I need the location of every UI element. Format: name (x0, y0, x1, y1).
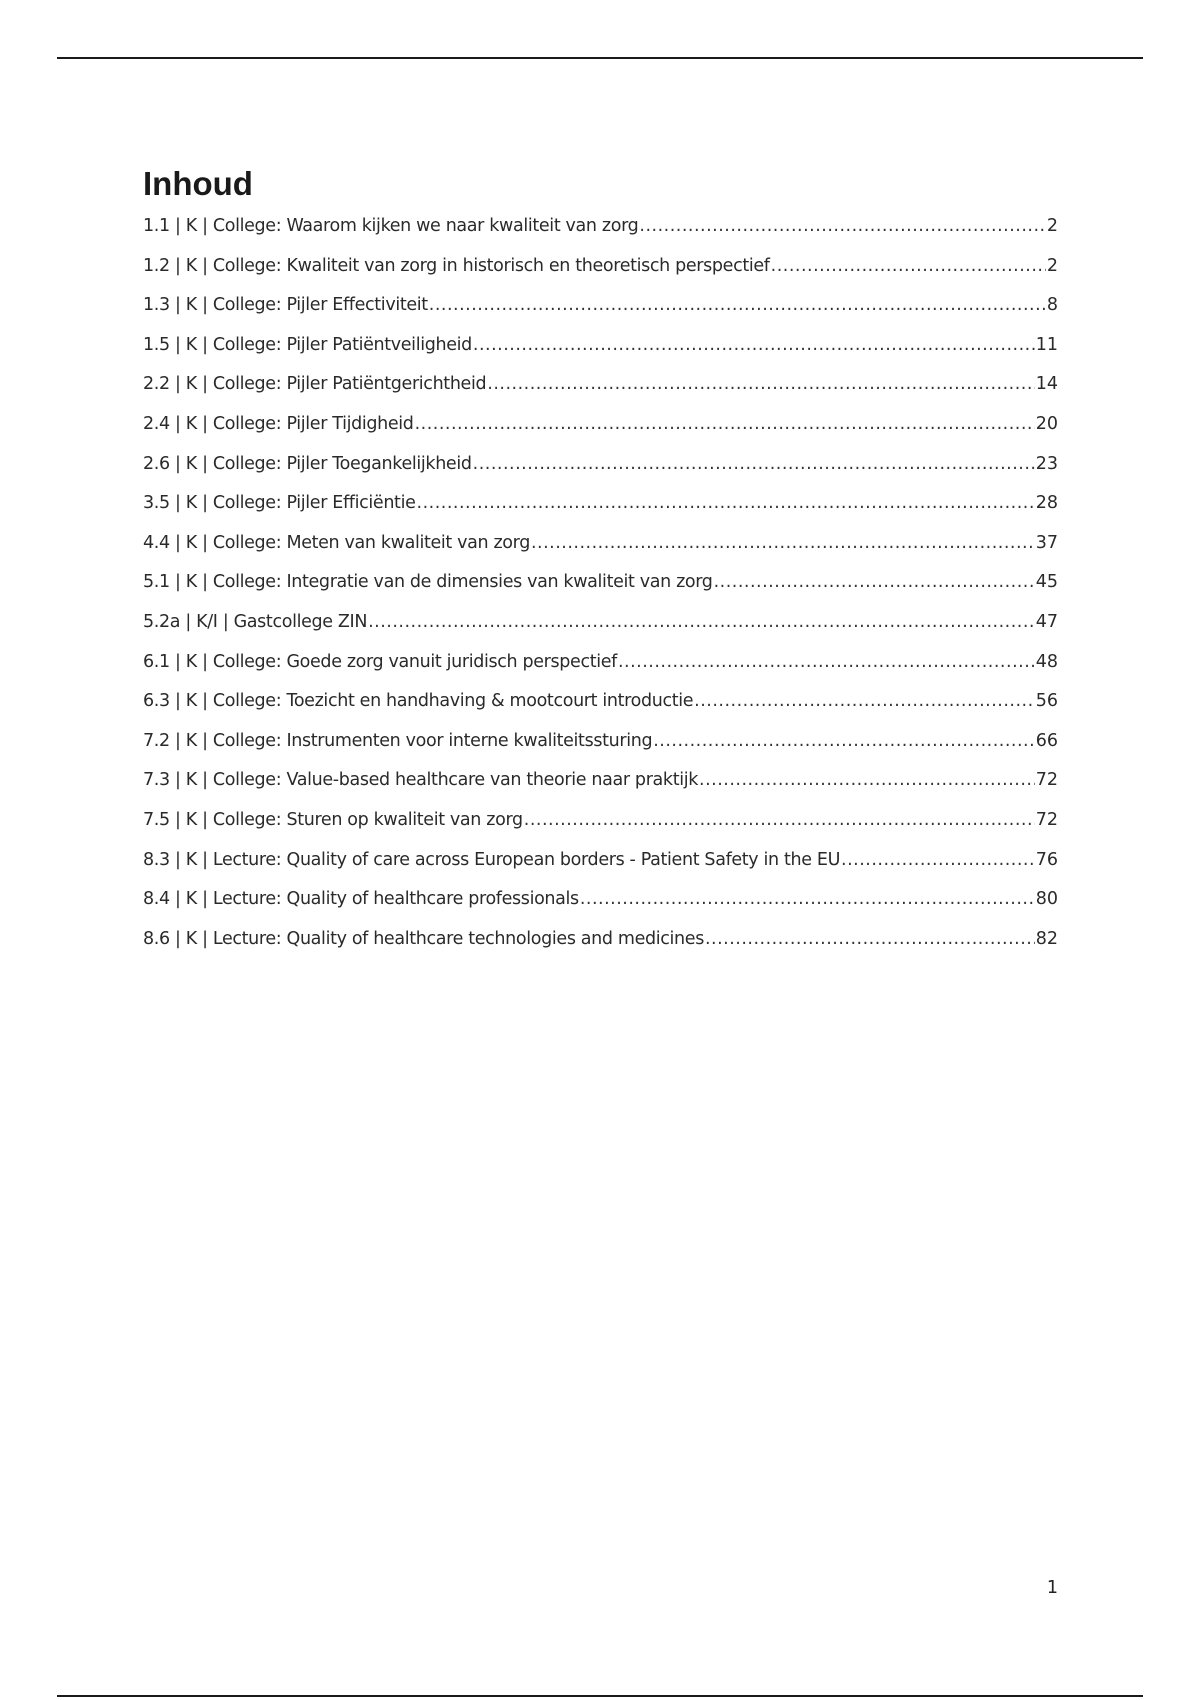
toc-entry[interactable] (143, 414, 1058, 454)
toc-entry[interactable] (143, 929, 1058, 969)
toc-entry-page: 23 (1035, 453, 1058, 474)
toc-entry[interactable] (143, 691, 1058, 731)
toc-entry-text: 8.4 | K | Lecture: Quality of healthcare professionals (143, 889, 579, 910)
footer-rule (57, 1695, 1143, 1697)
toc-entry-text: 2.6 | K | College: Pijler Toegankelijkheid (143, 453, 472, 474)
toc-entry[interactable] (143, 533, 1058, 573)
toc-entry-text: 5.2a | K/I | Gastcollege ZIN (143, 611, 368, 632)
toc-entry-text: 7.5 | K | College: Sturen op kwaliteit van zorg (143, 809, 523, 830)
toc-entry-text: 1.3 | K | College: Pijler Effectiviteit (143, 295, 428, 316)
toc-entry[interactable] (143, 256, 1058, 296)
toc-entry-text: 8.6 | K | Lecture: Quality of healthcare technologies and medicines (143, 928, 704, 949)
toc-entry-page: 66 (1035, 730, 1058, 751)
toc-entry[interactable] (143, 850, 1058, 890)
toc-entry-text: 7.2 | K | College: Instrumenten voor interne kwaliteitssturing (143, 730, 653, 751)
toc-entry-page: 72 (1035, 770, 1058, 791)
toc-dot-leader (473, 335, 1035, 355)
toc-entry-page: 2 (1046, 255, 1058, 276)
toc-entry[interactable] (143, 810, 1058, 850)
toc-dot-leader (618, 652, 1035, 672)
toc-entry-page: 2 (1046, 216, 1058, 236)
toc-dot-leader (487, 374, 1034, 394)
toc-dot-leader (705, 929, 1035, 949)
toc-dot-leader (699, 770, 1035, 790)
toc-entry-text: 1.5 | K | College: Pijler Patiëntveiligheid (143, 334, 472, 355)
toc-dot-leader (415, 414, 1035, 434)
toc-entry[interactable] (143, 454, 1058, 494)
toc-dot-leader (473, 454, 1035, 474)
toc-entry-page: 37 (1035, 532, 1058, 553)
toc-entry-page: 47 (1035, 611, 1058, 632)
toc-dot-leader (417, 493, 1035, 513)
table-of-contents (143, 164, 1058, 968)
toc-entry-text: 8.3 | K | Lecture: Quality of care across European borders - Patient Safety in the EU (143, 849, 841, 870)
toc-entry-page: 80 (1035, 889, 1058, 910)
toc-entry-text: 7.3 | K | College: Value-based healthcare van theorie naar praktijk (143, 770, 699, 791)
toc-entry[interactable] (143, 770, 1058, 810)
toc-entry-text: 2.4 | K | College: Pijler Tijdigheid (143, 413, 414, 434)
toc-dot-leader (653, 731, 1035, 751)
toc-entry-page: 8 (1046, 295, 1058, 316)
header-rule (57, 57, 1143, 59)
page-number: 1 (1046, 1578, 1058, 1598)
toc-dot-leader (639, 216, 1045, 236)
toc-entry-text: 6.1 | K | College: Goede zorg vanuit juridisch perspectief (143, 651, 617, 672)
toc-dot-leader (771, 256, 1046, 276)
toc-entry-page: 76 (1035, 849, 1058, 870)
toc-entry[interactable] (143, 216, 1058, 256)
toc-list (143, 216, 1058, 968)
toc-entry-page: 20 (1035, 413, 1058, 434)
toc-entry-text: 3.5 | K | College: Pijler Efficiëntie (143, 493, 416, 514)
toc-dot-leader (841, 850, 1035, 870)
toc-dot-leader (580, 889, 1035, 909)
toc-entry[interactable] (143, 889, 1058, 929)
toc-dot-leader (714, 572, 1035, 592)
toc-entry-page: 82 (1035, 928, 1058, 949)
toc-entry-page: 28 (1035, 493, 1058, 514)
toc-entry-page: 48 (1035, 651, 1058, 672)
toc-entry-text: 5.1 | K | College: Integratie van de dimensies van kwaliteit van zorg (143, 572, 713, 593)
toc-dot-leader (524, 810, 1035, 830)
toc-entry[interactable] (143, 374, 1058, 414)
toc-entry[interactable] (143, 652, 1058, 692)
toc-dot-leader (531, 533, 1035, 553)
toc-entry-page: 72 (1035, 809, 1058, 830)
toc-entry[interactable] (143, 572, 1058, 612)
toc-entry[interactable] (143, 731, 1058, 771)
toc-entry-text: 6.3 | K | College: Toezicht en handhaving & mootcourt introductie (143, 691, 694, 712)
toc-entry[interactable] (143, 493, 1058, 533)
toc-entry-text: 1.1 | K | College: Waarom kijken we naar kwaliteit van zorg (143, 216, 639, 236)
toc-entry-text: 1.2 | K | College: Kwaliteit van zorg in historisch en theoretisch perspectief (143, 255, 770, 276)
toc-entry-page: 14 (1035, 374, 1058, 395)
toc-entry-text: 2.2 | K | College: Pijler Patiëntgerichtheid (143, 374, 487, 395)
toc-entry-page: 56 (1035, 691, 1058, 712)
toc-dot-leader (368, 612, 1035, 632)
toc-dot-leader (694, 691, 1035, 711)
toc-dot-leader (429, 295, 1046, 315)
toc-entry[interactable] (143, 612, 1058, 652)
toc-entry[interactable] (143, 295, 1058, 335)
toc-entry[interactable] (143, 335, 1058, 375)
toc-entry-text: 4.4 | K | College: Meten van kwaliteit van zorg (143, 532, 530, 553)
toc-entry-page: 45 (1035, 572, 1058, 593)
toc-entry-page: 11 (1035, 334, 1058, 355)
toc-title: Inhoud (143, 165, 253, 202)
